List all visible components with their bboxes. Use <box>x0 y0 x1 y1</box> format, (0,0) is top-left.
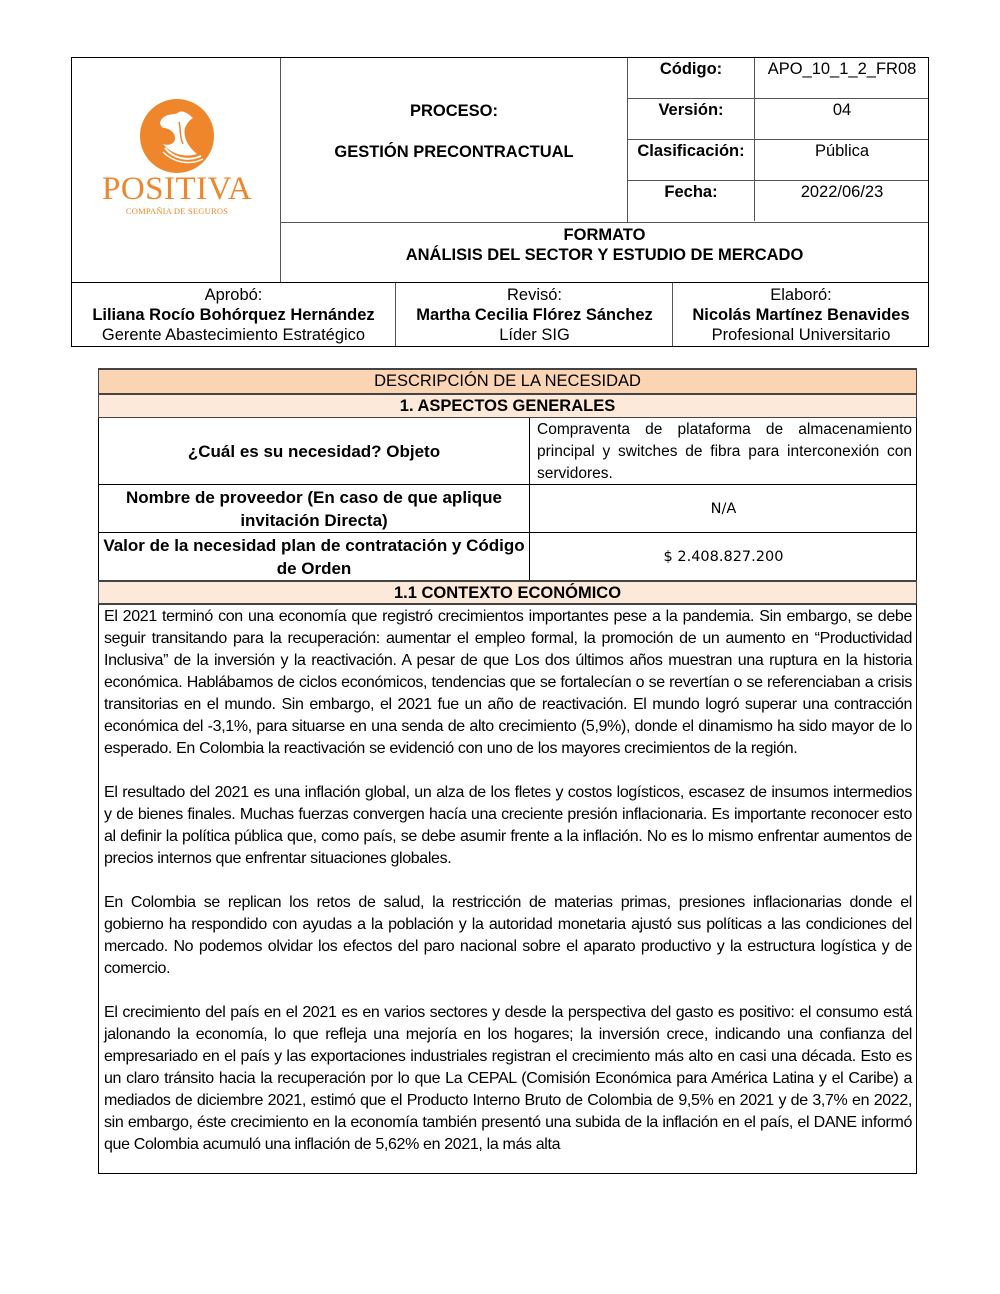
signature-approved <box>72 283 396 346</box>
meta-row-date <box>628 181 928 222</box>
signature-name: Martha Cecilia Flórez Sánchez <box>416 306 653 324</box>
meta-row-classification <box>628 140 928 181</box>
needs-description-table <box>98 368 917 1174</box>
table-row-provider <box>98 485 917 533</box>
signature-name: Liliana Rocío Bohórquez Hernández <box>92 306 375 324</box>
table-row-value <box>98 533 917 581</box>
paragraph: El 2021 terminó con una economía que registró crecimientos importantes pese a la pandemia. Sin embargo, se debe seguir transitando para la recuperación: aumentar el empleo formal, la promoción de un aumento en “Productividad Inclusiva” de la inversión y la reactivación. A pesar de que Los dos últimos años muestran una ruptura en la historia económica. Hablábamos de ciclos económicos, tendencias que se fortalecían o se revertían o se referenciaban a crisis transitorias en el mundo. Sin embargo, el 2021 fue un año de reactivación. El mundo logró superar una contracción económica del -3,1%, para situarse en una senda de alto crecimiento (5,9%), donde el dinamismo ha sido mayor de lo esperado. En Colombia la reactivación se evidenció con uno de los mayores crecimientos de la región. <box>104 608 912 757</box>
signature-position: Profesional Universitario <box>711 326 891 344</box>
format-title: ANÁLISIS DEL SECTOR Y ESTUDIO DE MERCADO <box>405 246 804 264</box>
signature-role: Aprobó: <box>204 286 263 304</box>
row-label: ¿Cuál es su necesidad? Objeto <box>99 418 530 484</box>
signature-position: Líder SIG <box>499 326 570 344</box>
positiva-logo <box>102 98 252 228</box>
meta-value: Pública <box>814 142 870 160</box>
meta-value: 04 <box>832 101 852 119</box>
paragraph: El resultado del 2021 es una inflación global, un alza de los fletes y costos logísticos, escasez de insumos intermedios y de bienes finales. Muchas fuerzas convergen hacía una creciente presión inflacionaria. Es importante reconocer esto al definir la política pública que, como país, se debe asumir frente a la inflación. No es lo mismo enfrentar aumentos de precios internos que enfrentar situaciones globales. <box>104 784 912 867</box>
economic-context-body <box>98 604 917 1174</box>
signature-role: Elaboró: <box>770 286 832 304</box>
signature-name: Nicolás Martínez Benavides <box>692 306 910 324</box>
meta-value: 2022/06/23 <box>800 183 884 201</box>
format-title-cell <box>281 223 928 282</box>
table-row-objective <box>98 418 917 485</box>
economic-context-title: 1.1 CONTEXTO ECONÓMICO <box>98 580 917 604</box>
signature-prepared <box>674 283 928 346</box>
meta-key: Código: <box>628 58 755 98</box>
logo-wordmark: POSITIVA <box>102 171 253 207</box>
paragraph: El crecimiento del país en el 2021 es en varios sectores y desde la perspectiva del gasto es positivo: el consumo está jalonando la economía, lo que refleja una mejoría en los hogares; la inversión crece, indicando una confianza del empresariado en el país y las exportaciones industriales registran el crecimiento más alto en casi una década. Esto es un claro tránsito hacia la recuperación por lo que La CEPAL (Comisión Económica para América Latina y el Caribe) a mediados de diciembre 2021, estimó que el Producto Interno Bruto de Colombia de 9,5% en 2021 y de 3,7% en 2022, sin embargo, éste crecimiento en la economía también presentó una subida de la inflación en el país, el DANE informó que Colombia acumuló una inflación de 5,62% en 2021, la más alta <box>104 1004 912 1153</box>
process-name: GESTIÓN PRECONTRACTUAL <box>334 143 574 161</box>
meta-key: Fecha: <box>628 181 755 221</box>
row-value: Compraventa de plataforma de almacenamiento principal y switches de fibra para interconexión con servidores. <box>537 421 912 482</box>
format-label: FORMATO <box>563 226 646 244</box>
process-cell <box>281 58 628 223</box>
paragraph: En Colombia se replican los retos de salud, la restricción de materias primas, presiones inflacionarias donde el gobierno ha respondido con ayudas a la población y la autoridad monetaria ajustó sus políticas a las condiciones del mercado. No podemos olvidar los efectos del paro nacional sobre el aparato productivo y la estructura logística y de comercio. <box>104 894 912 977</box>
section-title: DESCRIPCIÓN DE LA NECESIDAD <box>98 368 917 394</box>
row-value: N/A <box>710 500 737 517</box>
signature-reviewed <box>397 283 673 346</box>
row-label: Nombre de proveedor (En caso de que aplique invitación Directa) <box>99 485 530 532</box>
meta-row-code <box>628 58 928 99</box>
meta-key: Versión: <box>628 99 755 139</box>
signatures-row <box>71 283 929 347</box>
document-header <box>71 57 929 283</box>
logo-tagline: COMPAÑIA DE SEGUROS <box>125 206 229 216</box>
process-label: PROCESO: <box>409 102 498 120</box>
section-subtitle: 1. ASPECTOS GENERALES <box>98 393 917 418</box>
logo-emblem-icon <box>139 98 215 174</box>
meta-row-version <box>628 99 928 140</box>
meta-key: Clasificación: <box>628 140 755 180</box>
document-metadata <box>628 58 928 223</box>
row-label: Valor de la necesidad plan de contratación y Código de Orden <box>99 533 530 580</box>
meta-value: APO_10_1_2_FR08 <box>767 60 917 78</box>
signature-position: Gerente Abastecimiento Estratégico <box>101 326 366 344</box>
logo-cell <box>72 58 281 282</box>
signature-role: Revisó: <box>506 286 563 304</box>
row-value: $ 2.408.827.200 <box>663 548 784 565</box>
